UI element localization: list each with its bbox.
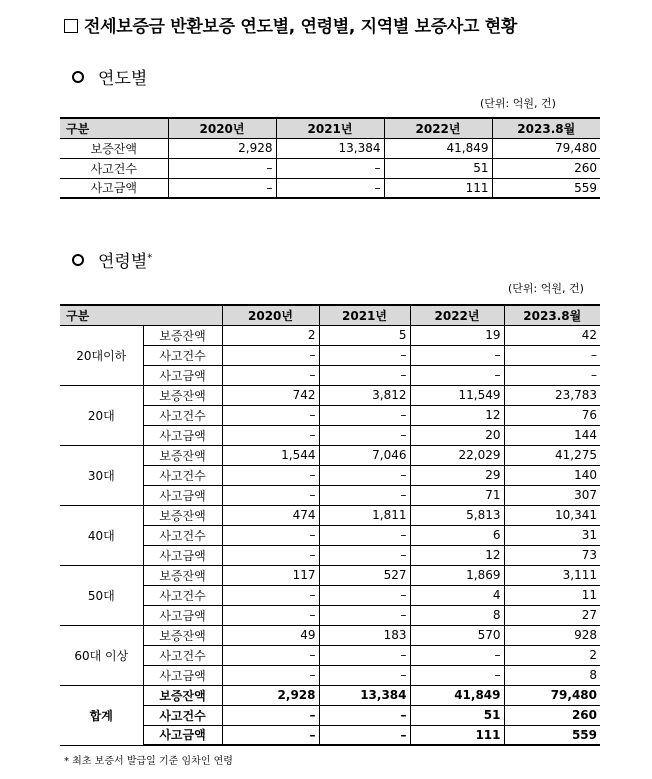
age-group-label: 합계 — [60, 685, 143, 745]
row-label: 보증잔액 — [143, 685, 222, 705]
year-table-header-row — [60, 118, 600, 138]
row-label: 보증잔액 — [143, 625, 222, 645]
row-label: 보증잔액 — [143, 505, 222, 525]
table-cell: – — [410, 345, 504, 365]
row-label: 보증잔액 — [143, 385, 222, 405]
year-table — [60, 117, 600, 199]
row-label: 사고건수 — [143, 465, 222, 485]
table-cell: 42 — [504, 325, 600, 345]
table-cell: 41,275 — [504, 445, 600, 465]
table-row — [60, 138, 600, 158]
age-group-label: 40대 — [60, 505, 143, 565]
table-cell: 41,849 — [384, 138, 492, 158]
table-cell: 11 — [504, 585, 600, 605]
table-cell: – — [222, 345, 319, 365]
table-cell: – — [319, 645, 410, 665]
row-label: 사고건수 — [143, 585, 222, 605]
table-cell: – — [504, 345, 600, 365]
row-label: 사고금액 — [143, 725, 222, 745]
table-cell: – — [222, 465, 319, 485]
table-cell: 260 — [492, 158, 600, 178]
table-cell: – — [222, 605, 319, 625]
table-row — [60, 178, 600, 198]
table-cell: – — [222, 425, 319, 445]
table-cell: 144 — [504, 425, 600, 445]
table-cell: 49 — [222, 625, 319, 645]
row-label: 사고금액 — [60, 178, 168, 198]
page-title — [64, 12, 517, 37]
table-cell: – — [222, 485, 319, 505]
table-cell: 527 — [319, 565, 410, 585]
table-cell: 2,928 — [168, 138, 276, 158]
table-cell: – — [222, 525, 319, 545]
table-cell: 51 — [384, 158, 492, 178]
table-row — [60, 158, 600, 178]
table-cell: 22,029 — [410, 445, 504, 465]
year-table-header-cell: 구분 — [60, 118, 168, 138]
table-cell: – — [168, 178, 276, 198]
table-cell: 79,480 — [504, 685, 600, 705]
table-cell: – — [319, 365, 410, 385]
table-cell: 559 — [492, 178, 600, 198]
table-row — [60, 685, 600, 705]
table-cell: 79,480 — [492, 138, 600, 158]
section-age-label: 연령별 — [98, 252, 148, 272]
table-cell: 20 — [410, 425, 504, 445]
table-cell: – — [319, 705, 410, 725]
table-cell: – — [222, 725, 319, 745]
table-cell: 1,811 — [319, 505, 410, 525]
table-cell: 12 — [410, 545, 504, 565]
table-cell: – — [319, 605, 410, 625]
table-cell: 2 — [222, 325, 319, 345]
table-cell: – — [276, 158, 384, 178]
table-cell: 5 — [319, 325, 410, 345]
age-group-label: 60대 이상 — [60, 625, 143, 685]
table-cell: – — [222, 545, 319, 565]
table-cell: 2 — [504, 645, 600, 665]
table-cell: – — [168, 158, 276, 178]
year-table-header-cell: 2021년 — [276, 118, 384, 138]
section-year-label: 연도별 — [98, 69, 148, 89]
footnote-mark: * — [147, 252, 153, 264]
table-cell: 117 — [222, 565, 319, 585]
table-cell: – — [504, 365, 600, 385]
table-row — [60, 325, 600, 345]
table-cell: – — [319, 725, 410, 745]
table-row — [60, 445, 600, 465]
row-label: 사고금액 — [143, 425, 222, 445]
table-cell: 3,111 — [504, 565, 600, 585]
section-heading-year — [72, 64, 147, 89]
table-cell: 928 — [504, 625, 600, 645]
age-group-label: 50대 — [60, 565, 143, 625]
table-cell: – — [222, 365, 319, 385]
row-label: 보증잔액 — [143, 445, 222, 465]
year-table-header-cell: 2022년 — [384, 118, 492, 138]
table-cell: 6 — [410, 525, 504, 545]
age-table-header-cell: 구분 — [60, 305, 222, 325]
table-cell: 76 — [504, 405, 600, 425]
row-label: 사고금액 — [143, 545, 222, 565]
unit-label-age: (단위: 억원, 건) — [508, 282, 584, 295]
unit-label-year: (단위: 억원, 건) — [480, 97, 556, 110]
age-table-header-cell: 2021년 — [319, 305, 410, 325]
table-cell: 73 — [504, 545, 600, 565]
table-cell: 29 — [410, 465, 504, 485]
row-label: 사고건수 — [60, 158, 168, 178]
table-row — [60, 385, 600, 405]
table-row — [60, 505, 600, 525]
table-cell: 742 — [222, 385, 319, 405]
table-cell: – — [222, 705, 319, 725]
table-cell: 41,849 — [410, 685, 504, 705]
table-cell: 23,783 — [504, 385, 600, 405]
table-cell: – — [222, 585, 319, 605]
age-group-label: 20대 — [60, 385, 143, 445]
table-cell: – — [410, 665, 504, 685]
table-cell: 2,928 — [222, 685, 319, 705]
page-title-text: 전세보증금 반환보증 연도별, 연령별, 지역별 보증사고 현황 — [84, 17, 517, 37]
year-table-header-cell: 2023.8월 — [492, 118, 600, 138]
table-cell: – — [319, 585, 410, 605]
age-table — [60, 304, 600, 746]
table-cell: – — [319, 345, 410, 365]
table-cell: 27 — [504, 605, 600, 625]
table-cell: 31 — [504, 525, 600, 545]
table-cell: – — [410, 365, 504, 385]
table-cell: – — [222, 405, 319, 425]
table-cell: – — [319, 465, 410, 485]
table-cell: 1,869 — [410, 565, 504, 585]
table-cell: 570 — [410, 625, 504, 645]
table-cell: 19 — [410, 325, 504, 345]
row-label: 사고금액 — [143, 605, 222, 625]
table-cell: 183 — [319, 625, 410, 645]
table-cell: 5,813 — [410, 505, 504, 525]
table-cell: 71 — [410, 485, 504, 505]
table-cell: 3,812 — [319, 385, 410, 405]
table-row — [60, 565, 600, 585]
table-cell: 260 — [504, 705, 600, 725]
table-cell: 474 — [222, 505, 319, 525]
table-cell: – — [319, 485, 410, 505]
table-cell: 10,341 — [504, 505, 600, 525]
table-cell: – — [319, 405, 410, 425]
table-cell: 111 — [410, 725, 504, 745]
table-cell: – — [276, 178, 384, 198]
table-cell: 140 — [504, 465, 600, 485]
row-label: 사고건수 — [143, 405, 222, 425]
table-cell: – — [319, 525, 410, 545]
age-table-header-row — [60, 305, 600, 325]
checkbox-square-icon — [64, 19, 78, 33]
row-label: 사고금액 — [143, 485, 222, 505]
table-cell: 11,549 — [410, 385, 504, 405]
row-label: 사고금액 — [143, 665, 222, 685]
table-cell: – — [410, 645, 504, 665]
table-cell: – — [319, 665, 410, 685]
row-label: 사고금액 — [143, 365, 222, 385]
row-label: 사고건수 — [143, 525, 222, 545]
table-cell: 4 — [410, 585, 504, 605]
circle-bullet-icon — [72, 254, 84, 266]
table-cell: 307 — [504, 485, 600, 505]
row-label: 보증잔액 — [60, 138, 168, 158]
year-table-header-cell: 2020년 — [168, 118, 276, 138]
table-cell: – — [319, 545, 410, 565]
table-cell: 1,544 — [222, 445, 319, 465]
table-cell: 12 — [410, 405, 504, 425]
table-cell: 13,384 — [319, 685, 410, 705]
section-heading-age — [72, 247, 152, 272]
row-label: 보증잔액 — [143, 565, 222, 585]
row-label: 사고건수 — [143, 645, 222, 665]
table-cell: 8 — [410, 605, 504, 625]
table-cell: – — [222, 645, 319, 665]
table-cell: 559 — [504, 725, 600, 745]
table-cell: 7,046 — [319, 445, 410, 465]
table-cell: 8 — [504, 665, 600, 685]
circle-bullet-icon — [72, 71, 84, 83]
footnote: * 최초 보증서 발급일 기준 임차인 연령 — [64, 756, 233, 767]
table-cell: 13,384 — [276, 138, 384, 158]
age-group-label: 20대이하 — [60, 325, 143, 385]
age-group-label: 30대 — [60, 445, 143, 505]
age-table-header-cell: 2023.8월 — [504, 305, 600, 325]
row-label: 사고건수 — [143, 705, 222, 725]
table-cell: – — [222, 665, 319, 685]
age-table-header-cell: 2020년 — [222, 305, 319, 325]
table-cell: – — [319, 425, 410, 445]
table-cell: 111 — [384, 178, 492, 198]
row-label: 보증잔액 — [143, 325, 222, 345]
age-table-header-cell: 2022년 — [410, 305, 504, 325]
row-label: 사고건수 — [143, 345, 222, 365]
table-cell: 51 — [410, 705, 504, 725]
table-row — [60, 625, 600, 645]
